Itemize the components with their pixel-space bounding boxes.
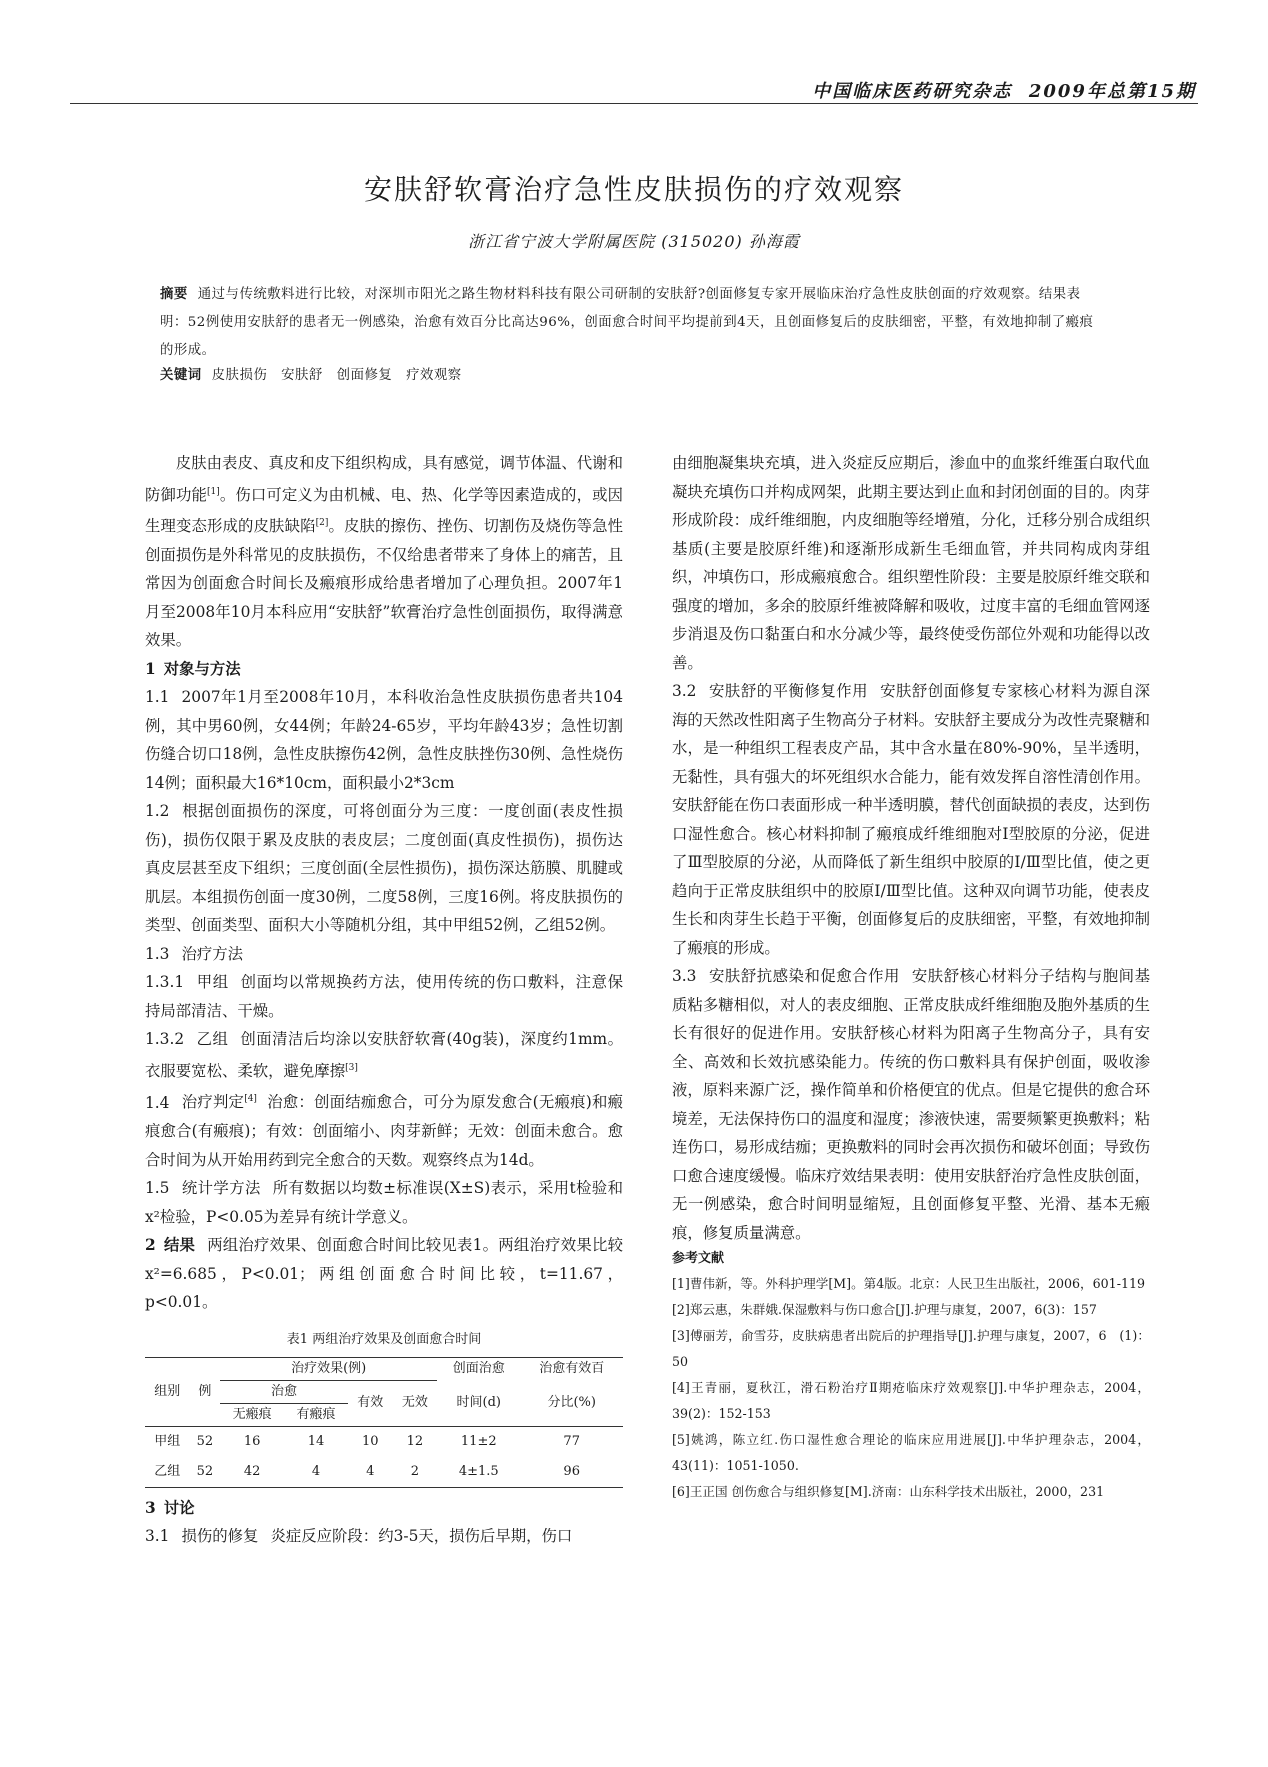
abstract	[160, 280, 1105, 365]
section-1-3-1	[145, 968, 623, 1025]
section-title: 对象与方法	[163, 659, 241, 678]
section-title: 安肤舒抗感染和促愈合作用	[708, 967, 900, 985]
right-column	[672, 449, 1150, 1505]
author-line: 浙江省宁波大学附属医院 (315020) 孙海霞	[468, 232, 800, 251]
citation-4: [4]	[244, 1094, 257, 1105]
section-text: 治愈：创面结痂愈合，可分为原发愈合(无瘢痕)和瘢痕愈合(有瘢痕)；有效：创面缩小、肉芽新鲜；无效：创面未愈合。愈合时间为从开始用药到完全愈合的天数。观察终点为14d。	[145, 1093, 623, 1169]
citation-1: [1]	[207, 486, 220, 497]
section-1-1	[145, 683, 623, 797]
section-number: 2	[145, 1236, 156, 1254]
reference-item: [6]王正国 创伤愈合与组织修复[M].济南：山东科学技术出版社，2000，231	[672, 1484, 1105, 1499]
section-1-2	[145, 797, 623, 940]
cell-n: 52	[196, 1463, 214, 1479]
cell-scar: 14	[307, 1433, 325, 1449]
section-number: 3.3	[672, 967, 697, 985]
section-number: 3	[145, 1498, 156, 1517]
journal-name: 中国临床医药研究杂志	[812, 81, 1013, 102]
intro-paragraph	[145, 449, 623, 655]
keywords-text: 皮肤损伤 安肤舒 创面修复 疗效观察	[211, 368, 462, 383]
cell-scar: 4	[311, 1463, 321, 1479]
col-header-effect: 治疗效果(例)	[220, 1357, 437, 1380]
section-3-3	[672, 962, 1150, 1247]
intro-text-b: 。伤口可定义为由机械、电、热、化学等因素造成的，或因生理变态形成的皮肤缺陷	[145, 485, 623, 536]
intro-text-c: 。皮肤的擦伤、挫伤、切割伤及烧伤等急性创面损伤是外科常见的皮肤损伤，不仅给患者带来了身体上的痛苦，且常因为创面愈合时间长及瘢痕形成给患者增加了心理负担。2007年1月至2008年10月本科应用“安肤舒”软膏治疗急性创面损伤，取得满意效果。	[145, 517, 623, 650]
cell-ineffective: 2	[410, 1463, 419, 1479]
col-header-effective: 有效	[357, 1395, 384, 1410]
section-label: 甲组	[196, 973, 229, 992]
header-rule	[70, 103, 1198, 104]
section-number: 1.1	[145, 688, 170, 707]
issue-label: 2009年总第15期	[1028, 81, 1196, 102]
discussion-continued: 由细胞凝集块充填，进入炎症反应期后，渗血中的血浆纤维蛋白取代血凝块充填伤口并构成网架，此期主要达到止血和封闭创面的目的。肉芽形成阶段：成纤维细胞，内皮细胞等经增殖，分化，迁移分别合成组织基质(主要是胶原纤维)和逐渐形成新生毛细血管，并共同构成肉芽组织，冲填伤口，形成瘢痕愈合。组织塑性阶段：主要是胶原纤维交联和强度的增加，多余的胶原纤维被降解和吸收，过度丰富的毛细血管网逐步消退及伤口黏蛋白和水分减少等，最终使受伤部位外观和功能得以改善。	[672, 454, 1150, 672]
cell-pct: 96	[563, 1463, 580, 1479]
col-header-cured: 治愈	[220, 1380, 348, 1403]
section-text: 所有数据以均数±标准误(X±S)表示，采用t检验和x²检验，P<0.05为差异有统计学意义。	[145, 1179, 623, 1226]
section-1-3-2	[145, 1025, 623, 1085]
citation-3: [3]	[345, 1062, 358, 1073]
section-text: 安肤舒核心材料分子结构与胞间基质粘多糖相似，对人的表皮细胞、正常皮肤成纤维细胞及胞外基质的生长有很好的促进作用。安肤舒核心材料为阳离子生物高分子，具有安全、高效和长效抗感染能力。传统的伤口敷料具有保护创面，吸收渗液，原料来源广泛，操作简单和价格便宜的优点。但是它提供的愈合环境差，无法保持伤口的温度和湿度；渗液快速，需要频繁更换敷料；粘连伤口，易形成结痂；更换敷料的同时会再次损伤和破坏创面；导致伤口愈合速度缓慢。临床疗效结果表明：使用安肤舒治疗急性皮肤创面，无一例感染，愈合时间明显缩短，且创面修复平整、光滑、基本无瘢痕，修复质量满意。	[672, 967, 1150, 1242]
section-number: 1.3.2	[145, 1030, 185, 1049]
section-3-heading	[145, 1494, 623, 1523]
intro-text-a: 皮肤由表皮、真皮和皮下组织构成，具有感觉，调节体温、代谢和防御功能	[145, 454, 623, 504]
reference-item: [1]曹伟新，等。外科护理学[M]。第4版。北京：人民卫生出版社，2006，601-119	[672, 1276, 1145, 1291]
cell-time: 4±1.5	[458, 1463, 499, 1479]
reference-item: [4]王青丽，夏秋江，滑石粉治疗Ⅱ期疮临床疗效观察[J].中华护理杂志，2004，39(2)：152-153	[672, 1380, 1150, 1421]
section-text: 创面清洁后均涂以安肤舒软膏(40g装)，深度约1mm。衣服要宽松、柔软，避免摩擦	[145, 1030, 623, 1080]
cell-effective: 10	[361, 1433, 379, 1449]
col-header-pct-1: 治愈有效百	[539, 1360, 605, 1376]
cell-no-scar: 42	[243, 1463, 261, 1479]
section-text: 炎症反应阶段：约3-5天，损伤后早期，伤口	[270, 1527, 573, 1545]
cell-group: 乙组	[154, 1463, 181, 1479]
section-1-heading	[145, 655, 623, 684]
cell-group: 甲组	[154, 1433, 181, 1449]
col-header-scar: 有瘢痕	[296, 1406, 336, 1422]
col-header-time-2: 时间(d)	[456, 1394, 501, 1410]
section-1-5	[145, 1174, 623, 1231]
cell-pct: 77	[563, 1433, 580, 1449]
col-header-ineffective: 无效	[401, 1395, 428, 1410]
reference-item: [3]傅丽芳，俞雪芬，皮肤病患者出院后的护理指导[J].护理与康复，2007，6 (1)：50	[672, 1328, 1150, 1369]
section-label: 统计学方法	[181, 1179, 261, 1197]
section-title: 结果	[163, 1236, 196, 1254]
section-text: 安肤舒创面修复专家核心材料为源自深海的天然改性阳离子生物高分子材料。安肤舒主要成分为改性壳聚糖和水，是一种组织工程表皮产品，其中含水量在80%-90%，呈半透明，无黏性，具有强大的坏死组织水合能力，能有效发挥自溶性清创作用。安肤舒能在伤口表面形成一种半透明膜，替代创面缺损的表皮，达到伤口湿性愈合。核心材料抑制了瘢痕成纤维细胞对Ⅰ型胶原的分泌，促进了Ⅲ型胶原的分泌，从而降低了新生组织中胶原的Ⅰ/Ⅲ型比值，使之更趋向于正常皮肤组织中的胶原Ⅰ/Ⅲ型比值。这种双向调节功能，使表皮生长和肉芽生长趋于平衡，创面修复后的皮肤细密，平整，有效地抑制了瘢痕的形成。	[672, 682, 1150, 957]
section-3-1	[145, 1522, 623, 1551]
section-2	[145, 1231, 623, 1317]
section-label: 损伤的修复	[181, 1527, 259, 1545]
section-1-4	[145, 1085, 623, 1174]
section-number: 1.4	[145, 1093, 170, 1112]
keywords	[160, 364, 1105, 383]
section-label: 治疗判定	[181, 1093, 245, 1112]
cell-no-scar: 16	[243, 1433, 261, 1449]
col-header-no-scar: 无瘢痕	[232, 1406, 272, 1422]
section-number: 1.5	[145, 1179, 170, 1197]
col-header-time-1: 创面治愈	[452, 1360, 505, 1376]
section-number: 3.1	[145, 1527, 170, 1545]
references-title: 参考文献	[672, 1251, 725, 1266]
section-3-2	[672, 677, 1150, 962]
section-title: 讨论	[163, 1498, 195, 1517]
reference-item: [5]姚鸿，陈立红.伤口湿性愈合理论的临床应用进展[J].中华护理杂志，2004，43(11)：1051-1050.	[672, 1432, 1150, 1473]
section-text: 根据创面损伤的深度，可将创面分为三度：一度创面(表皮性损伤)，损伤仅限于累及皮肤的表皮层；二度创面(真皮性损伤)，损伤达真皮层甚至皮下组织；三度创面(全层性损伤)，损伤深达筋膜、肌腱或肌层。本组损伤创面一度30例，二度58例，三度16例。将皮肤损伤的类型、创面类型、面积大小等随机分组，其中甲组52例，乙组52例。	[145, 802, 623, 935]
cell-n: 52	[196, 1433, 214, 1449]
section-number: 1.3.1	[145, 973, 185, 992]
table-row	[145, 1457, 623, 1488]
results-table	[145, 1357, 623, 1488]
col-header-n: 例	[198, 1383, 212, 1399]
paper-title: 安肤舒软膏治疗急性皮肤损伤的疗效观察	[363, 173, 904, 206]
reference-item: [2]郑云惠，朱群娥.保湿敷料与伤口愈合[J].护理与康复，2007，6(3)：157	[672, 1302, 1097, 1317]
section-text: 创面均以常规换药方法，使用传统的伤口敷料，注意保持局部清洁、干燥。	[145, 973, 623, 1020]
journal-header	[812, 77, 1196, 103]
table-row	[145, 1426, 623, 1457]
section-title: 安肤舒的平衡修复作用	[708, 682, 869, 700]
section-text: 两组治疗效果、创面愈合时间比较见表1。两组治疗效果比较x²=6.685，P<0.01；两组创面愈合时间比较，t=11.67，p<0.01。	[145, 1236, 623, 1311]
left-column	[145, 449, 623, 1551]
section-label: 乙组	[196, 1030, 229, 1049]
section-title: 治疗方法	[181, 944, 244, 963]
section-number: 1.2	[145, 802, 170, 821]
cell-time: 11±2	[460, 1433, 497, 1449]
citation-2: [2]	[315, 518, 329, 529]
abstract-text: 通过与传统敷料进行比较，对深圳市阳光之路生物材料科技有限公司研制的安肤舒?创面修复专家开展临床治疗急性皮肤创面的疗效观察。结果表明：52例使用安肤舒的患者无一例感染，治愈有效百分比高达96%，创面愈合时间平均提前到4天，且创面修复后的皮肤细密，平整，有效地抑制了瘢痕的形成。	[160, 287, 1094, 358]
cell-ineffective: 12	[406, 1433, 424, 1449]
section-text: 2007年1月至2008年10月，本科收治急性皮肤损伤患者共104例，其中男60例，女44例；年龄24-65岁，平均年龄43岁；急性切割伤缝合切口18例，急性皮肤擦伤42例，急性皮肤挫伤30例、急性烧伤14例；面积最大16*10cm，面积最小2*3cm	[145, 688, 623, 792]
section-number: 1.3	[145, 944, 170, 963]
keywords-label: 关键词	[160, 367, 202, 383]
col-header-pct-2: 分比(%)	[547, 1394, 596, 1410]
section-number: 3.2	[672, 682, 697, 700]
col-header-group: 组别	[154, 1383, 181, 1399]
section-number: 1	[145, 659, 156, 678]
cell-effective: 4	[366, 1463, 375, 1479]
section-1-3	[145, 940, 623, 969]
table-caption: 表1 两组治疗效果及创面愈合时间	[286, 1331, 482, 1347]
abstract-label: 摘要	[160, 286, 188, 302]
